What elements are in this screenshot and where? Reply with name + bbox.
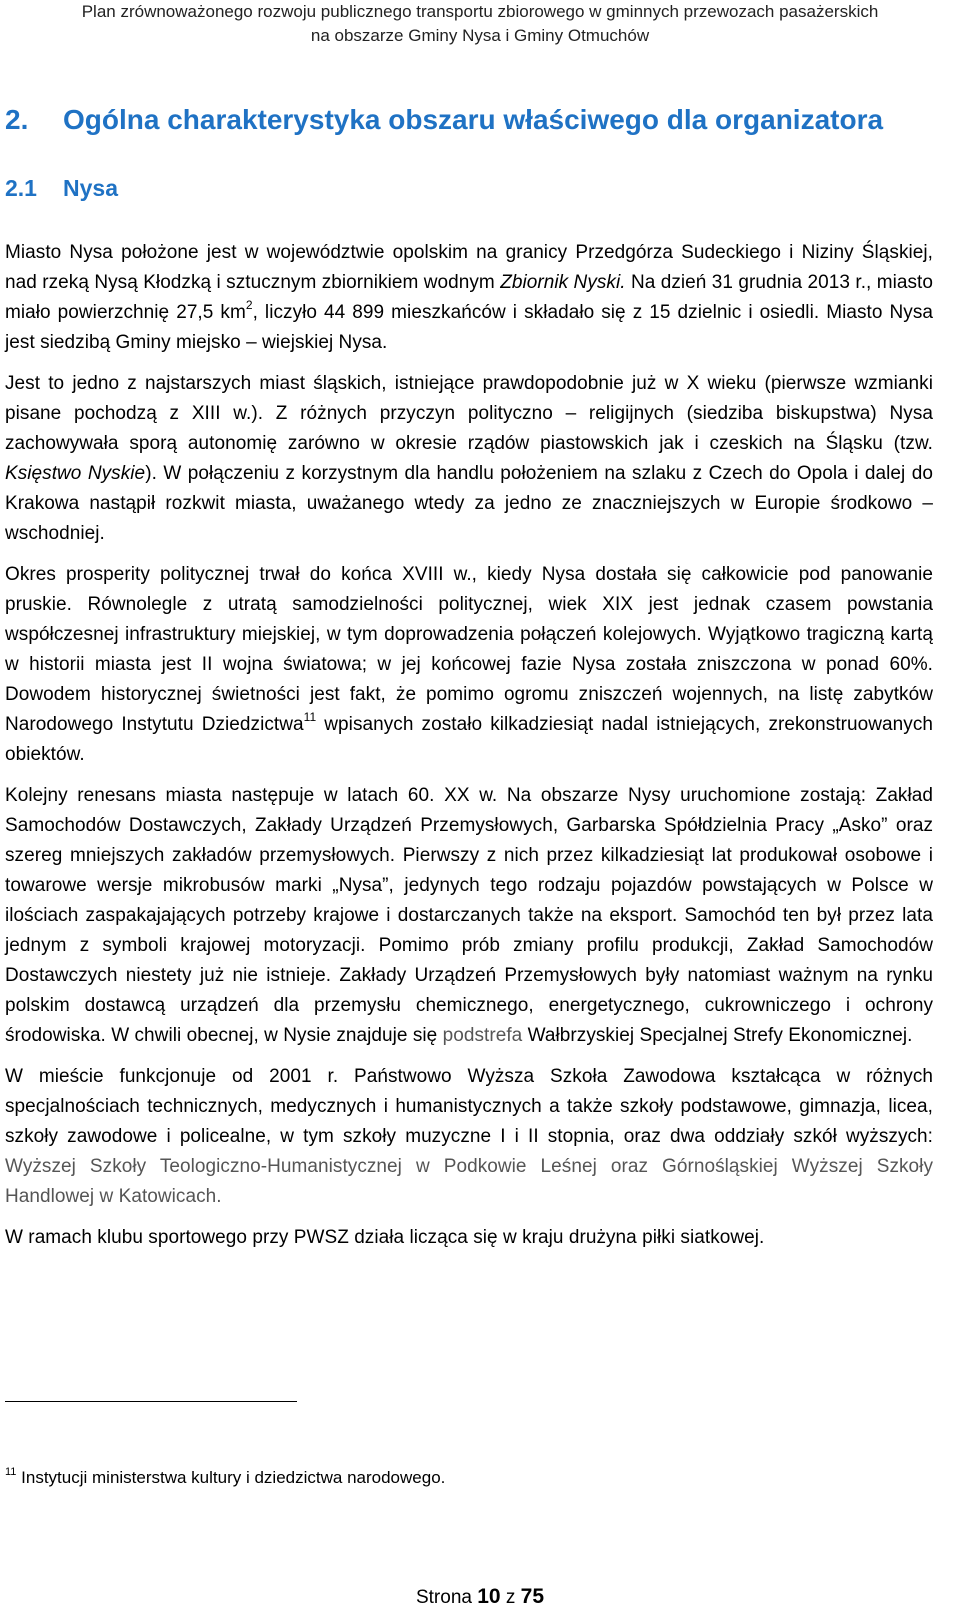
superscript: 2 (245, 298, 253, 312)
footnote-marker: 11 (5, 1466, 17, 1478)
paragraph-6: W ramach klubu sportowego przy PWSZ działa licząca się w kraju drużyna piłki siatkowej. (5, 1227, 765, 1248)
footnote (5, 1466, 445, 1490)
header-line-1: Plan zrównoważonego rozwoju publicznego transportu zbiorowego w gminnych przewozach pasażerskich (81, 2, 879, 21)
page-of: z (500, 1587, 521, 1608)
subsection-heading (5, 175, 118, 202)
text-run: ). W połączeniu z korzystnym dla handlu położeniem na szlaku z Czech do Opola i dalej do Krakowa nastąpił rozkwit miasta, uważanego wtedy za jedno ze znaczniejszych w Europie środkowo – wschodniej. (5, 463, 933, 544)
muted-run: podstrefa (442, 1025, 523, 1046)
text-run: Wałbrzyskiej Specjalnej Strefy Ekonomicznej. (522, 1025, 913, 1046)
text-run: wpisanych zostało kilkadziesiąt nadal istniejących, zrekonstruowanych obiektów. (5, 714, 933, 765)
section-heading (5, 104, 883, 136)
page-number (0, 1582, 960, 1613)
paragraph-1 (5, 238, 933, 358)
header-line-2: na obszarze Gminy Nysa i Gminy Otmuchów (310, 26, 650, 45)
page-prefix: Strona (415, 1587, 478, 1608)
paragraph-4 (5, 781, 933, 1051)
text-run: W mieście funkcjonuje od 2001 r. Państwowo Wyższa Szkoła Zawodowa kształcąca w różnych specjalnościach technicznych, medycznych i humanistycznych a także szkoły podstawowe, gimnazja, licea, szkoły zawodowe i policealne, w tym szkoły muzyczne I i II stopnia, oraz dwa oddziały szkół wyższych: (5, 1066, 933, 1147)
subsection-number: 2.1 (5, 175, 37, 201)
section-title: Ogólna charakterystyka obszaru właściwego dla organizatora (63, 104, 884, 135)
text-run: Jest to jedno z najstarszych miast śląskich, istniejące prawdopodobnie już w X wieku (pierwsze wzmianki pisane pochodzą z XIII w.). Z różnych przyczyn polityczno – religijnych (siedziba biskupstwa) Nysa zachowywała sporą autonomię zarówno w okresie rządów piastowskich jak i czeskich na Śląsku (tzw. (5, 373, 933, 454)
footnote-separator (5, 1401, 297, 1402)
paragraph-5 (5, 1062, 933, 1212)
footnote-reference[interactable]: 11 (303, 710, 317, 724)
text-run: Na dzień 31 grudnia 2013 r., miasto miało powierzchnię 27,5 km (5, 272, 934, 323)
text-run: Kolejny renesans miasta następuje w latach 60. XX w. Na obszarze Nysy uruchomione zostają: Zakład Samochodów Dostawczych, Zakłady Urządzeń Przemysłowych, Garbarska Spółdzielnia Pracy „Asko” oraz szereg mniejszych zakładów przemysłowych. Pierwszy z nich przez kilkadziesiąt lat produkował osobowe i towarowe wersje mikrobusów marki „Nysa”, jedynych tego rodzaju pojazdów powstających w Polsce w ilościach zaspakajających potrzeby krajowe i dostarczanych także na eksport. Samochód ten był przez lata jednym z symboli krajowej motoryzacji. Pomimo prób zmiany profilu produkcji, Zakład Samochodów Dostawczych niestety już nie istnieje. Zakłady Urządzeń Przemysłowych były natomiast ważnym na rynku polskim dostawcą urządzeń dla przemysłu chemicznego, energetycznego, cukrowniczego i ochrony środowiska. W chwili obecnej, w Nysie znajduje się (5, 785, 933, 1046)
italic-run: Zbiornik Nyski. (500, 272, 626, 293)
paragraph-2 (5, 369, 933, 549)
subsection-title: Nysa (63, 175, 118, 201)
text-run: , liczyło 44 899 mieszkańców i składało się z 15 dzielnic i osiedli. Miasto Nysa jest siedzibą Gminy miejsko – wiejskiej Nysa. (5, 302, 933, 353)
paragraph-3 (5, 560, 933, 770)
text-run: Miasto Nysa położone jest w województwie opolskim na granicy Przedgórza Sudeckiego i Niziny Śląskiej, nad rzeką Nysą Kłodzką i sztucznym zbiornikiem wodnym (5, 242, 933, 293)
muted-run: Wyższej Szkoły Teologiczno-Humanistycznej w Podkowie Leśnej oraz Górnośląskiej Wyższej Szkoły Handlowej w Katowicach. (5, 1156, 933, 1207)
italic-run: Księstwo Nyskie (5, 463, 146, 484)
body-text (5, 238, 933, 1264)
section-number: 2. (5, 104, 29, 135)
text-run: Okres prosperity politycznej trwał do końca XVIII w., kiedy Nysa dostała się całkowicie pod panowanie pruskie. Równolegle z utratą samodzielności politycznej, wiek XIX jest jednak czasem powstania współczesnej infrastruktury miejskiej, w tym doprowadzenia połączeń kolejowych. Wyjątkowo tragiczną kartą w historii miasta jest II wojna światowa; w jej końcowej fazie Nysa została zniszczona w ponad 60%. Dowodem historycznej świetności jest fakt, że pomimo ogromu zniszczeń wojennych, na listę zabytków Narodowego Instytutu Dziedzictwa (5, 564, 933, 735)
page-header (0, 0, 960, 48)
footnote-text: Instytucji ministerstwa kultury i dziedzictwa narodowego. (16, 1468, 446, 1487)
page-current: 10 (477, 1585, 501, 1608)
page-total: 75 (520, 1585, 545, 1608)
